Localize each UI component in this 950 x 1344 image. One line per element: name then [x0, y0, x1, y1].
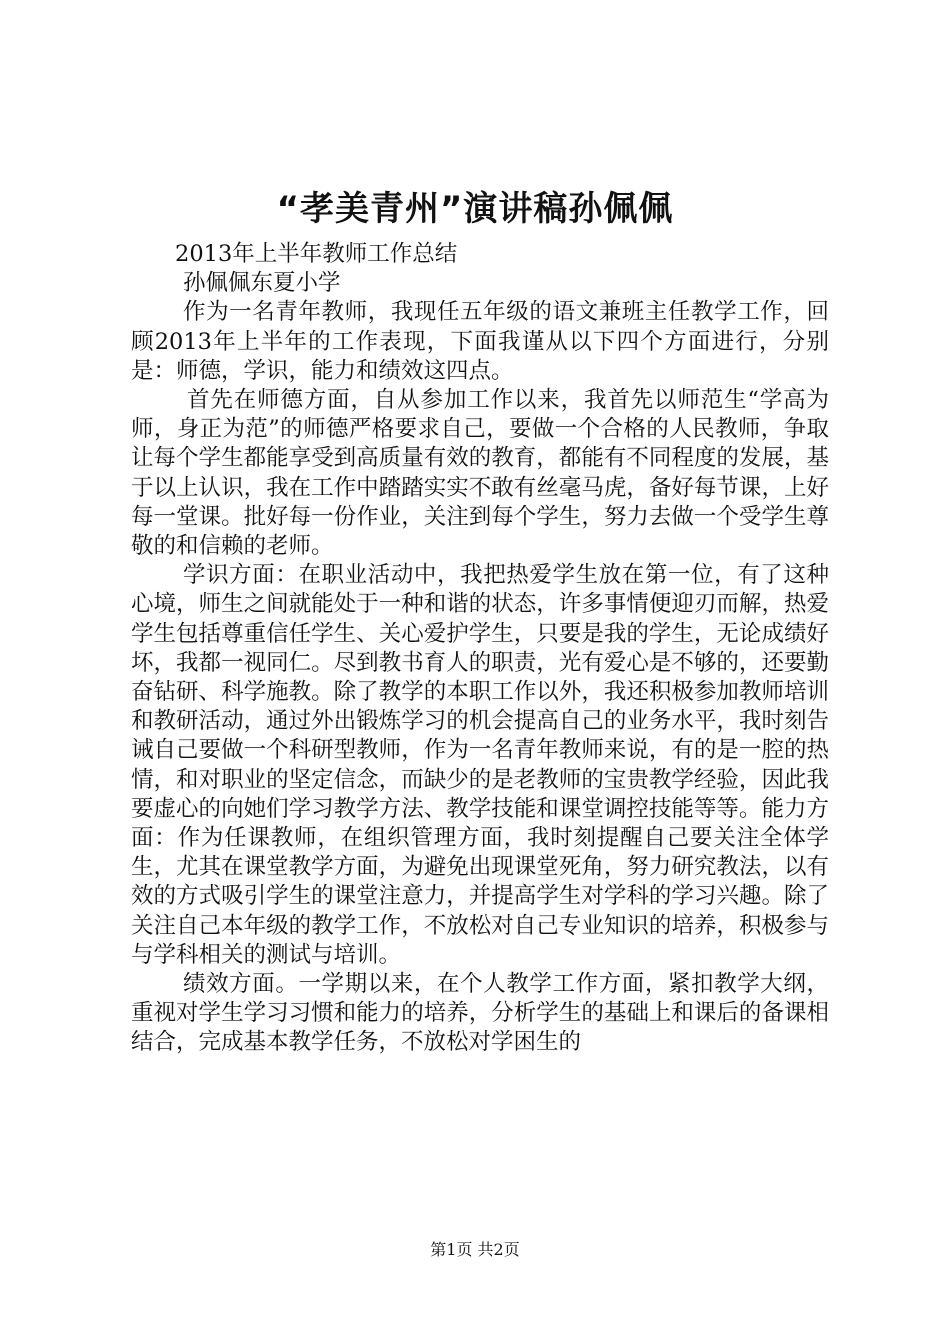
- paragraph-knowledge: 学识方面：在职业活动中，我把热爱学生放在第一位，有了这种心境，师生之间就能处于一种和谐的状态，许多事情便迎刃而解，热爱学生包括尊重信任学生、关心爱护学生，只要是我的学生，无论成绩好坏，我都一视同仁。尽到教书育人的职责，光有爱心是不够的，还要勤奋钻研、科学施教。除了教学的本职工作以外，我还积极参加教师培训和教研活动，通过外出锻炼学习的机会提高自己的业务水平，我时刻告诫自己要做一个科研型教师，作为一名青年教师来说，有的是一腔的热情，和对职业的坚定信念，而缺少的是老教师的宝贵教学经验，因此我要虚心的向她们学习教学方法、教学技能和课堂调控技能等等。能力方面：作为任课教师，在组织管理方面，我时刻提醒自己要关注全体学生，尤其在课堂教学方面，为避免出现课堂死角，努力研究教法，以有效的方式吸引学生的课堂注意力，并提高学生对学科的学习兴趣。除了关注自己本年级的教学工作，不放松对自己专业知识的培养，积极参与与学科相关的测试与培训。: [131, 562, 829, 968]
- paragraph-ethics: 首先在师德方面，自从参加工作以来，我首先以师范生“学高为师，身正为范”的师德严格要求自己，要做一个合格的人民教师，争取让每个学生都能享受到高质量有效的教育，都能有不同程度的发展，基于以上认识，我在工作中踏踏实实不敢有丝毫马虎，备好每节课，上好每一堂课。批好每一份作业，关注到每个学生，努力去做一个受学生尊敬的和信赖的老师。: [131, 387, 829, 560]
- page-footer: 第1页 共2页: [430, 1240, 520, 1259]
- document-body: [131, 240, 829, 1058]
- paragraph-performance: 绩效方面。一学期以来，在个人教学工作方面，紧扣教学大纲，重视对学生学习习惯和能力的培养，分析学生的基础上和课后的备课相结合，完成基本教学任务，不放松对学困生的: [131, 971, 829, 1056]
- document-subtitle: 2013年上半年教师工作总结: [175, 241, 458, 267]
- author-line: 孙佩佩东夏小学: [183, 270, 341, 297]
- document-title: “孝美青州”演讲稿孙佩佩: [276, 189, 674, 229]
- paragraph-intro: 作为一名青年教师，我现任五年级的语文兼班主任教学工作，回顾2013年上半年的工作表现，下面我谨从以下四个方面进行，分别是：师德，学识，能力和绩效这四点。: [131, 299, 829, 384]
